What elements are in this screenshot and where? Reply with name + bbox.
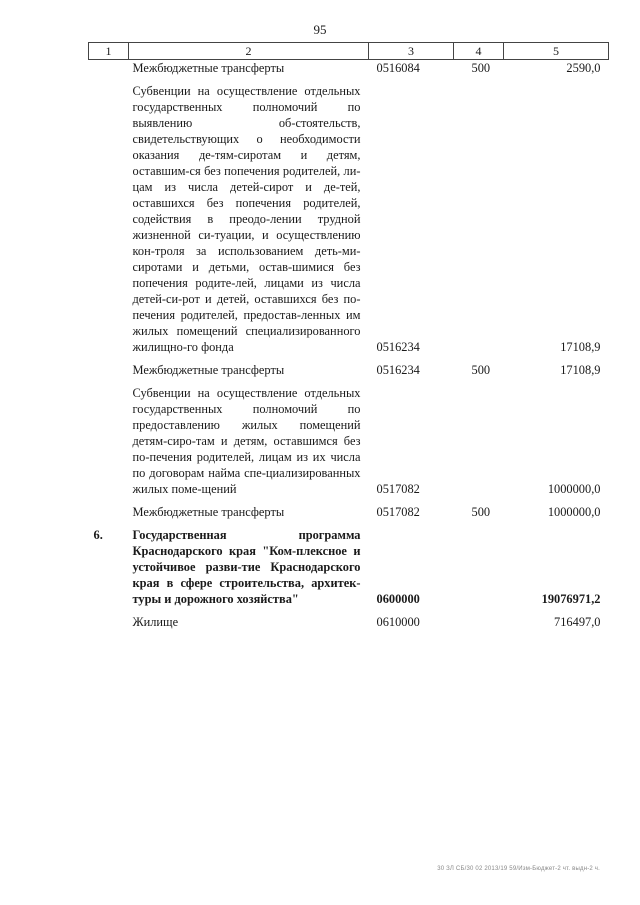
- table-body: [89, 60, 609, 631]
- row-name: Межбюджетные трансферты: [132, 363, 285, 377]
- row-name: Государственная программа Краснодарского края "Ком-плексное и устойчивое разви-тие Краснодарского края в сфере строительства, архитек-туры и дорожного хозяйства": [132, 528, 361, 606]
- table-row: [89, 76, 609, 355]
- page-number: 95: [313, 22, 327, 37]
- row-code: 0516234: [376, 340, 420, 354]
- row-expense-type: [454, 378, 504, 497]
- table-row: [89, 607, 609, 630]
- row-code: 0517082: [376, 482, 420, 496]
- column-number-4: 4: [454, 43, 504, 60]
- row-number: [89, 497, 129, 520]
- row-number: 6.: [93, 528, 103, 542]
- table-row: [89, 520, 609, 607]
- column-number-1: 1: [89, 43, 129, 60]
- row-amount: 17108,9: [560, 340, 601, 354]
- row-expense-type: 500: [471, 505, 491, 519]
- row-amount: 1000000,0: [547, 505, 601, 519]
- row-amount: 17108,9: [560, 363, 601, 377]
- row-name: Межбюджетные трансферты: [132, 61, 285, 75]
- row-code: 0600000: [376, 592, 420, 606]
- budget-table: [88, 42, 609, 630]
- row-number: [89, 378, 129, 497]
- row-code: 0517082: [376, 505, 420, 519]
- row-number: [89, 607, 129, 630]
- row-amount: 716497,0: [554, 615, 601, 629]
- table-row: [89, 60, 609, 77]
- row-name: Жилище: [132, 615, 179, 629]
- footer-file-stamp: 30 ЗЛ СБ/30 02 2013/19 59/Изм-Бюджет-2 чт. выдн-2 ч.: [437, 866, 600, 872]
- row-expense-type: 500: [471, 363, 491, 377]
- row-name: Межбюджетные трансферты: [132, 505, 285, 519]
- row-expense-type: [454, 76, 504, 355]
- column-number-row: [89, 43, 609, 60]
- table-row: [89, 497, 609, 520]
- row-code: 0516084: [376, 61, 420, 75]
- row-number: [89, 60, 129, 77]
- row-expense-type: 500: [471, 61, 491, 75]
- row-number: [89, 76, 129, 355]
- row-code: 0516234: [376, 363, 420, 377]
- row-amount: 1000000,0: [547, 482, 601, 496]
- row-expense-type: [454, 607, 504, 630]
- row-code: 0610000: [376, 615, 420, 629]
- row-name: Субвенции на осуществление отдельных государственных полномочий по предоставлению жилых помещений детям-сиро-там и детям, оставшимся без по-печения родителей, лицам из их числа по договорам найма спе-циализированных жилых поме-щений: [132, 386, 361, 496]
- row-amount: 19076971,2: [541, 592, 601, 606]
- column-number-5: 5: [504, 43, 609, 60]
- row-name: Субвенции на осуществление отдельных государственных полномочий по выявлению об-стоятельств, свидетельствующих о необходимости оказания де-тям-сиротам и детям, оставшим-ся без попечения родителей, ли-цам из числа детей-сирот и де-тей, оставшихся без попечения родителей, содействия в преодо-лении трудной жизненной си-туации, и осуществлению кон-троля за использованием деть-ми-сиротами и детьми, остав-шимися без попечения родите-лей, лицами из числа детей-си-рот и детей, оставшихся без по-печения родителей, предостав-ленных им жилых помещений специализированного жилищно-го фонда: [132, 84, 361, 354]
- row-number: [89, 355, 129, 378]
- column-number-3: 3: [369, 43, 454, 60]
- row-expense-type: [454, 520, 504, 607]
- table-row: [89, 355, 609, 378]
- column-number-2: 2: [129, 43, 369, 60]
- row-amount: 2590,0: [566, 61, 601, 75]
- table-row: [89, 378, 609, 497]
